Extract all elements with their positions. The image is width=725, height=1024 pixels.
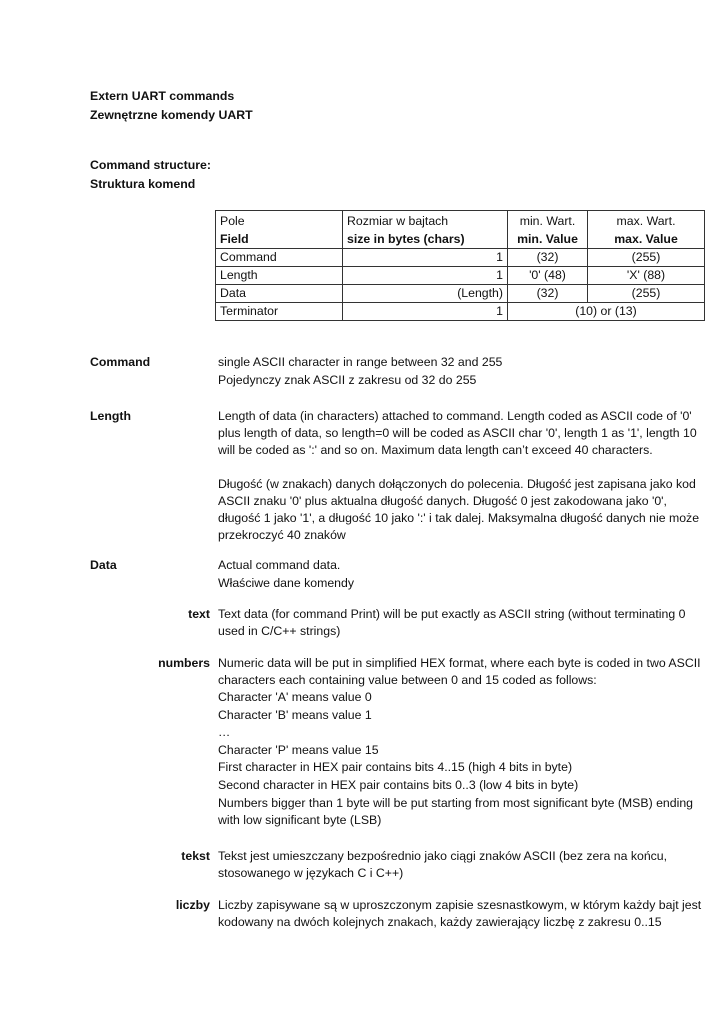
- numbers-line: Character 'P' means value 15: [218, 742, 379, 757]
- length-description-polish: Długość (w znakach) danych dołączonych do polecenia. Długość jest zapisana jako kod ASCII znaku '0' plus aktualna długość danych. Długość 0 jest zakodowana jako '0', długość 1 jako '1', a długość 10 jako ':' i tak dalej. Maksymalna długość danych nie może przekroczyć 40 znaków: [218, 477, 700, 542]
- numbers-line: Character 'A' means value 0: [218, 690, 372, 704]
- cell-size: 1: [343, 267, 508, 285]
- table-row: [216, 285, 705, 303]
- title-polish: Zewnętrzne komendy UART: [90, 108, 253, 122]
- numbers-line: First character in HEX pair contains bits 4..15 (high 4 bits in byte): [218, 760, 573, 775]
- header-min: min. Wart. min. Value: [508, 211, 588, 249]
- title-english: Extern UART commands: [90, 89, 235, 103]
- numbers-outro: Numbers bigger than 1 byte will be put starting from most significant byte (MSB) ending with low significant byte (LSB): [218, 795, 694, 827]
- cell-max: (255): [588, 249, 705, 267]
- document-title: [90, 88, 253, 126]
- cell-max: (255): [588, 285, 705, 303]
- liczby-description: Liczby zapisywane są w uproszczonym zapisie szesnastkowym, w którym każdy bajt jest kodowany na dwóch kolejnych znakach, każdy zawierający liczbę z zakresu 0..15: [218, 898, 702, 929]
- table-row: [216, 249, 705, 267]
- structure-heading: [90, 157, 211, 195]
- table-header-row: [216, 211, 705, 249]
- cell-min: (32): [508, 285, 588, 303]
- data-description: [218, 557, 704, 592]
- data-description-english: Actual command data.: [218, 558, 341, 572]
- cell-field: Terminator: [216, 303, 343, 321]
- command-description-english: single ASCII character in range between 32 and 255: [218, 355, 503, 369]
- header-field: Pole Field: [216, 211, 343, 249]
- data-description-polish: Właściwe dane komendy: [218, 575, 355, 590]
- cell-min: '0' (48): [508, 267, 588, 285]
- command-structure-table: [215, 210, 705, 321]
- numbers-line: Character 'B' means value 1: [218, 707, 372, 722]
- cell-size: 1: [343, 303, 508, 321]
- numbers-line: Second character in HEX pair contains bits 0..3 (low 4 bits in byte): [218, 777, 579, 792]
- table-row: [216, 267, 705, 285]
- cell-size: (Length): [343, 285, 508, 303]
- header-size: Rozmiar w bajtach size in bytes (chars): [343, 211, 508, 249]
- table-row: [216, 303, 705, 321]
- cell-size: 1: [343, 249, 508, 267]
- cell-min-max: (10) or (13): [508, 303, 705, 321]
- term-length: Length: [90, 409, 131, 423]
- text-description: Text data (for command Print) will be put exactly as ASCII string (without terminating 0 used in C/C++ strings): [218, 607, 686, 638]
- length-description-english: Length of data (in characters) attached to command. Length coded as ASCII code of '0' plus length of data, so length=0 will be coded as ASCII char '0', length 1 as '1', length 10 will be coded as ':' and so on. Maximum data length can’t exceed 40 characters.: [218, 409, 697, 457]
- structure-heading-polish: Struktura komend: [90, 177, 196, 191]
- cell-max: 'X' (88): [588, 267, 705, 285]
- term-liczby: liczby: [175, 898, 210, 912]
- command-description: [218, 354, 704, 389]
- numbers-description: [218, 655, 704, 829]
- cell-min: (32): [508, 249, 588, 267]
- term-tekst: tekst: [181, 849, 210, 863]
- term-text: text: [188, 607, 210, 621]
- command-description-polish: Pojedynczy znak ASCII z zakresu od 32 do 255: [218, 372, 477, 387]
- header-max: max. Wart. max. Value: [588, 211, 705, 249]
- term-numbers: numbers: [158, 656, 210, 670]
- tekst-description: Tekst jest umieszczany bezpośrednio jako ciągi znaków ASCII (bez zera na końcu, stosowanego w językach C i C++): [218, 849, 668, 880]
- term-data: Data: [90, 558, 117, 572]
- cell-field: Command: [216, 249, 343, 267]
- numbers-intro: Numeric data will be put in simplified HEX format, where each byte is coded in two ASCII characters each containing value between 0 and 15 coded as follows:: [218, 656, 701, 687]
- structure-heading-english: Command structure:: [90, 158, 211, 172]
- numbers-line: …: [218, 725, 231, 740]
- term-command: Command: [90, 355, 151, 369]
- length-description: [218, 408, 704, 544]
- cell-field: Data: [216, 285, 343, 303]
- cell-field: Length: [216, 267, 343, 285]
